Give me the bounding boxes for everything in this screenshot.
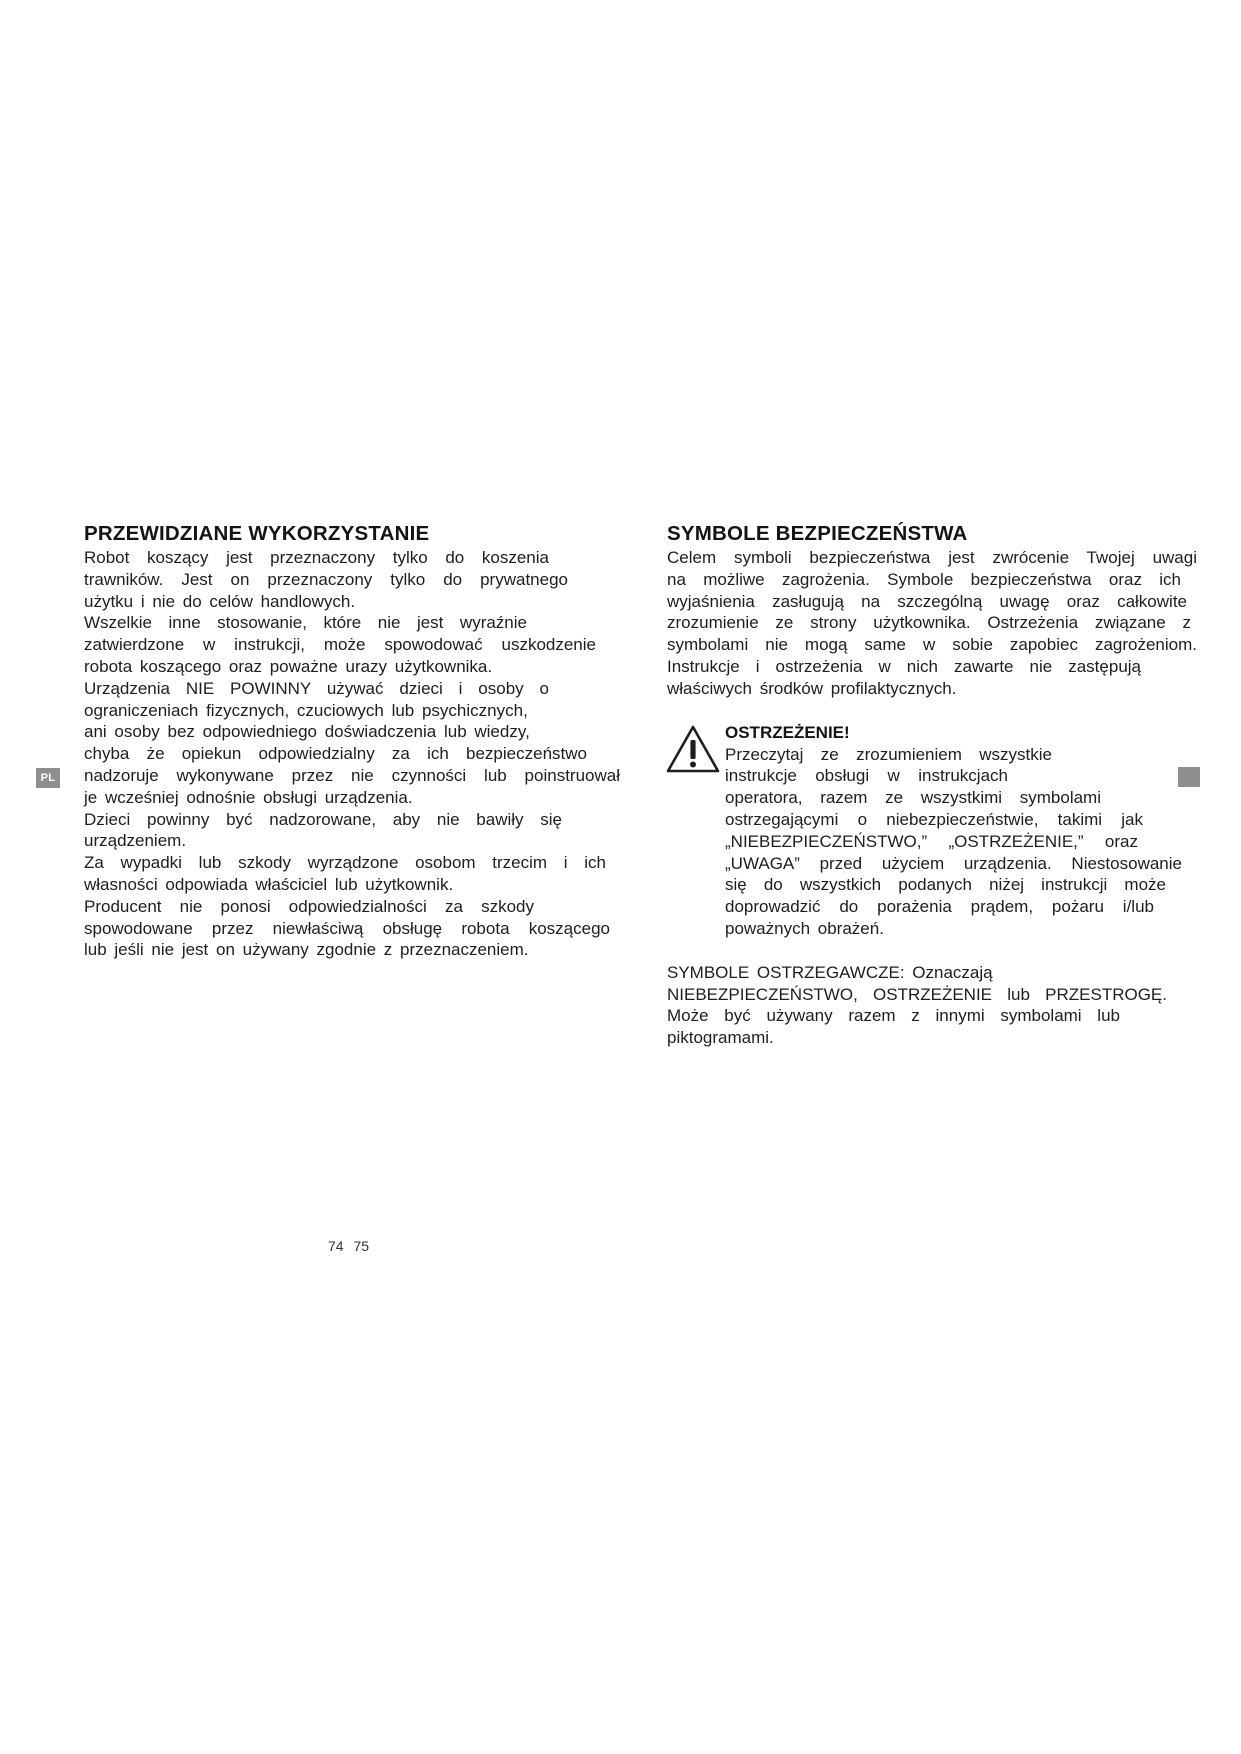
text-line: poważnych obrażeń. [725, 918, 884, 938]
language-tab: PL [36, 768, 60, 788]
text-line: lub jeśli nie jest on używany zgodnie z przeznaczeniem. [84, 940, 529, 960]
safety-symbols-intro [667, 547, 1207, 700]
intended-use-heading: PRZEWIDZIANE WYKORZYSTANIE [84, 522, 430, 545]
text-line: symbolami nie mogą same w sobie zapobiec zagrożeniom. [667, 635, 1197, 655]
text-line: „UWAGA” przed użyciem urządzenia. Niestosowanie [725, 853, 1182, 873]
text-line: SYMBOLE OSTRZEGAWCZE: Oznaczają [667, 962, 993, 982]
text-line: zrozumienie ze strony użytkownika. Ostrzeżenia związane z [667, 613, 1191, 633]
warning-title: OSTRZEŻENIE! [725, 722, 850, 742]
text-line: Instrukcje i ostrzeżenia w nich zawarte nie zastępują [667, 656, 1141, 676]
text-line: Producent nie ponosi odpowiedzialności za szkody [84, 896, 534, 916]
text-line: na możliwe zagrożenia. Symbole bezpieczeństwa oraz ich [667, 569, 1181, 589]
text-line: wyjaśnienia zasługują na szczególną uwagę oraz całkowite [667, 591, 1187, 611]
safety-symbols-section [667, 522, 1207, 1049]
text-line: urządzeniem. [84, 831, 187, 851]
text-line: Przeczytaj ze zrozumieniem wszystkie [725, 744, 1052, 764]
text-line: operatora, razem ze wszystkimi symbolami [725, 788, 1101, 808]
text-line: użytku i nie do celów handlowych. [84, 591, 356, 611]
text-line: chyba że opiekun odpowiedzialny za ich bezpieczeństwo [84, 744, 587, 764]
page-numbers: 74 75 [328, 1238, 370, 1254]
text-line: ostrzegającymi o niebezpieczeństwie, takimi jak [725, 809, 1143, 829]
text-line: ograniczeniach fizycznych, czuciowych lub psychicznych, [84, 700, 528, 720]
text-line: Robot koszący jest przeznaczony tylko do koszenia [84, 548, 549, 567]
text-line: je wcześniej odnośnie obsługi urządzenia. [84, 787, 413, 807]
intended-use-section [84, 522, 624, 961]
text-line: instrukcje obsługi w instrukcjach [725, 766, 1008, 786]
warning-text [725, 744, 1207, 940]
text-line: własności odpowiada właściciel lub użytkownik. [84, 874, 454, 894]
text-line: doprowadzić do porażenia prądem, pożaru i/lub [725, 897, 1154, 917]
text-line: Dzieci powinny być nadzorowane, aby nie bawiły się [84, 809, 562, 829]
text-line: spowodowane przez niewłaściwą obsługę robota koszącego [84, 918, 610, 938]
text-line: Celem symboli bezpieczeństwa jest zwrócenie Twojej uwagi [667, 548, 1197, 567]
safety-symbols-heading: SYMBOLE BEZPIECZEŃSTWA [667, 522, 968, 545]
text-line: zatwierdzone w instrukcji, może spowodować uszkodzenie [84, 635, 596, 655]
text-line: trawników. Jest on przeznaczony tylko do prywatnego [84, 569, 568, 589]
warning-triangle-icon [665, 724, 721, 774]
text-line: NIEBEZPIECZEŃSTWO, OSTRZEŻENIE lub PRZESTROGĘ. [667, 984, 1167, 1004]
text-line: Może być używany razem z innymi symbolami lub [667, 1006, 1120, 1026]
warning-symbols-note [667, 962, 1207, 1049]
text-line: Wszelkie inne stosowanie, które nie jest wyraźnie [84, 613, 527, 633]
text-line: robota koszącego oraz poważne urazy użytkownika. [84, 656, 493, 676]
warning-box [667, 722, 1207, 940]
text-line: piktogramami. [667, 1028, 774, 1048]
text-line: się do wszystkich podanych niżej instrukcji może [725, 875, 1166, 895]
text-line: Za wypadki lub szkody wyrządzone osobom trzecim i ich [84, 853, 606, 873]
text-line: nadzoruje wykonywane przez nie czynności lub poinstruował [84, 765, 620, 785]
text-line: „NIEBEZPIECZEŃSTWO,” „OSTRZEŻENIE,” oraz [725, 831, 1138, 851]
text-line: Urządzenia NIE POWINNY używać dzieci i osoby o [84, 678, 549, 698]
intended-use-text [84, 547, 624, 961]
text-line: ani osoby bez odpowiedniego doświadczenia lub wiedzy, [84, 722, 530, 742]
text-line: właściwych środków profilaktycznych. [667, 678, 957, 698]
